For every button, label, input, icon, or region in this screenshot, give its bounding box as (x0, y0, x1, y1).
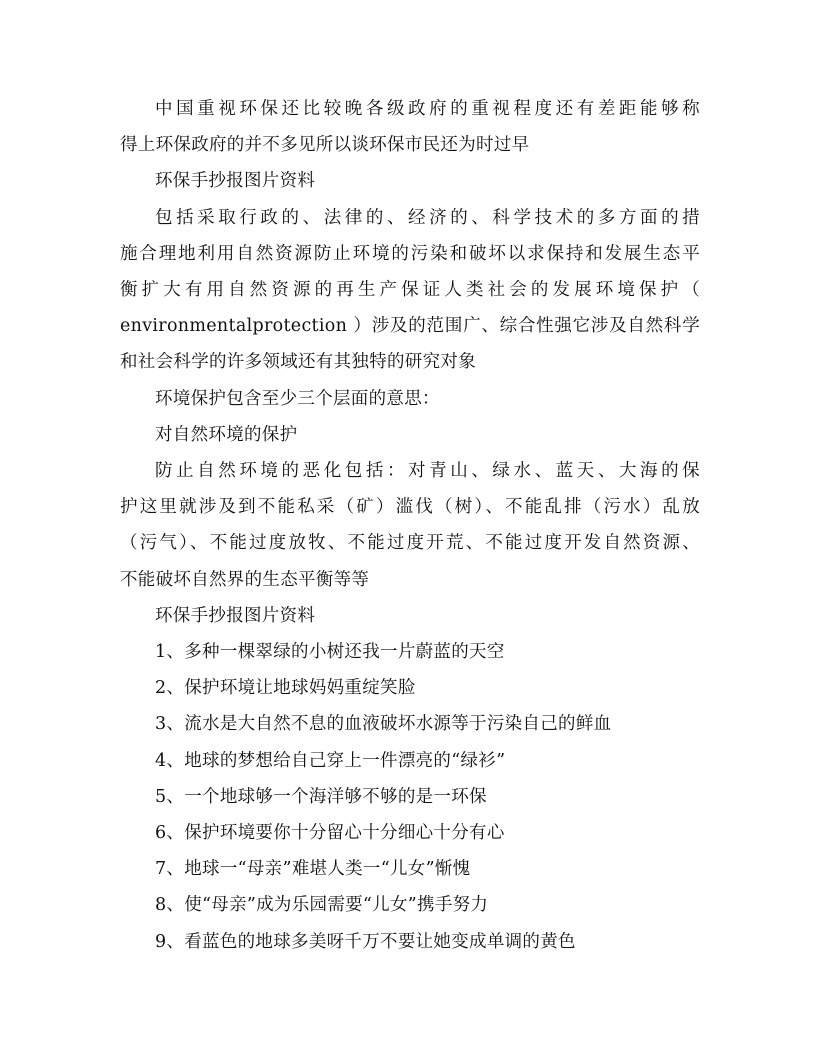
list-item (120, 815, 700, 851)
section-heading (120, 163, 700, 199)
text-line: 得上环保政府的并不多见所以谈环保市民还为时过早 (120, 135, 530, 156)
text-line: 6、保护环境要你十分留心十分细心十分有心 (155, 823, 505, 844)
text-line: 3、流水是大自然不息的血液破坏水源等于污染自己的鲜血 (155, 714, 612, 735)
paragraph-definition (120, 200, 700, 381)
list-item (120, 779, 700, 815)
list-item (120, 887, 700, 923)
list-item (120, 634, 700, 670)
list-item (120, 851, 700, 887)
text-line: 4、地球的梦想给自己穿上一件漂亮的“绿衫” (155, 750, 506, 771)
text-line: 环保手抄报图片资料 (155, 171, 316, 192)
text-line: 不能破坏自然界的生态平衡等等 (120, 569, 370, 590)
text-line: 5、一个地球够一个海洋够不够的是一环保 (155, 786, 487, 807)
paragraph-subheading (120, 417, 700, 453)
text-line: 环境保护包含至少三个层面的意思： (155, 388, 440, 409)
section-heading (120, 598, 700, 634)
list-item (120, 670, 700, 706)
text-line: 2、保护环境让地球妈妈重绽笑脸 (155, 678, 416, 699)
text-line: 环保手抄报图片资料 (155, 605, 316, 626)
text-line: 8、使“母亲”成为乐园需要“儿女”携手努力 (155, 895, 489, 916)
document-body (120, 91, 700, 960)
text-line: 护这里就涉及到不能私采（矿）滥伐（树）、不能乱排（污水）乱放 (120, 497, 700, 518)
paragraph-intro (120, 91, 700, 163)
text-line: 施合理地利用自然资源防止环境的污染和破坏以求保持和发展生态平 (120, 243, 700, 264)
text-line: 9、看蓝色的地球多美呀千万不要让她变成单调的黄色 (155, 931, 576, 952)
list-item (120, 706, 700, 742)
text-line: 包括采取行政的、法律的、经济的、科学技术的多方面的措 (155, 207, 700, 228)
paragraph-levels (120, 381, 700, 417)
text-line: 对自然环境的保护 (155, 424, 298, 445)
text-line: 1、多种一棵翠绿的小树还我一片蔚蓝的天空 (155, 642, 505, 663)
text-line: 衡扩大有用自然资源的再生产保证人类社会的发展环境保护（ (120, 280, 700, 301)
text-line: 中国重视环保还比较晚各级政府的重视程度还有差距能够称 (155, 99, 700, 119)
text-line: environmentalprotection ）涉及的范围广、综合性强它涉及自然科学 (120, 316, 700, 337)
paragraph-prevention (120, 453, 700, 598)
text-line: 7、地球一“母亲”难堪人类一“儿女”惭愧 (155, 859, 471, 880)
list-item (120, 743, 700, 779)
text-line: （污气）、不能过度放牧、不能过度开荒、不能过度开发自然资源、 (120, 533, 700, 554)
text-line: 和社会科学的许多领域还有其独特的研究对象 (120, 352, 476, 373)
list-item (120, 924, 700, 960)
text-line: 防止自然环境的恶化包括：对青山、绿水、蓝天、大海的保 (155, 461, 700, 482)
